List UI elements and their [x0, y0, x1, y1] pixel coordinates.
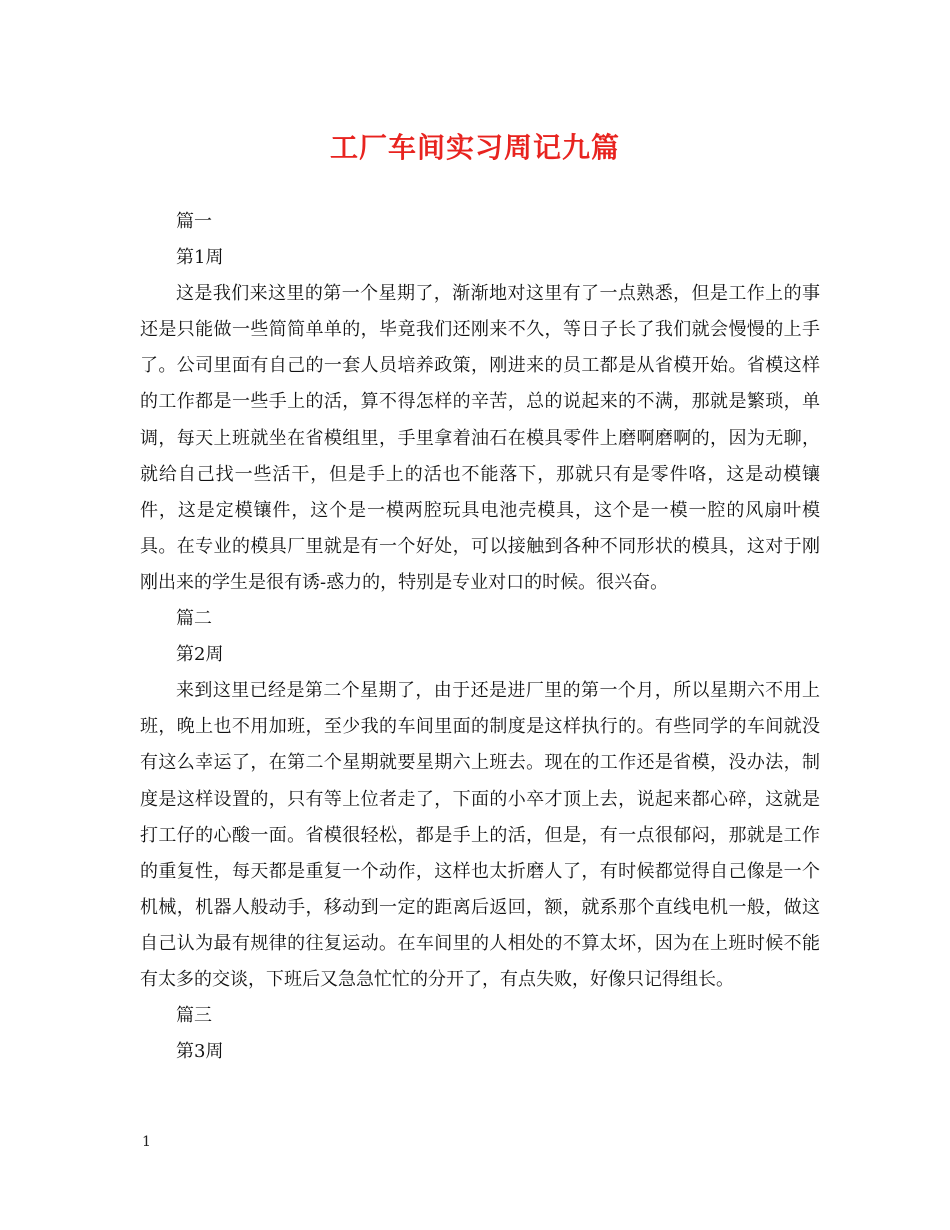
document-title: 工厂车间实习周记九篇 — [329, 131, 620, 164]
section-paragraph: 来到这里已经是第二个星期了，由于还是进厂里的第一个月，所以星期六不用上班，晚上也不用加班，至少我的车间里面的制度是这样执行的。有些同学的车间就没有这么幸运了，在第二个星期就要星期六上班去。现在的工作还是省模，没办法，制度是这样设置的，只有等上位者走了，下面的小卒才顶上去，说起来都心碎，这就是打工仔的心酸一面。省模很轻松，都是手上的活，但是，有一点很郁闷，那就是工作的重复性，每天都是重复一个动作，这样也太折磨人了，有时候都觉得自己像是一个机械，机器人般动手，移动到一定的距离后返回，额，就系那个直线电机一般，做这自己认为最有规律的往复运动。在车间里的人相处的不算太坏，因为在上班时候不能有太多的交谈，下班后又急急忙忙的分开了，有点失败，好像只记得组长。 — [140, 680, 820, 990]
section-heading: 篇二 — [176, 608, 212, 630]
section-heading: 篇三 — [176, 1005, 212, 1027]
week-label: 第3周 — [176, 1041, 224, 1063]
page-number: 1 — [142, 1134, 151, 1150]
week-label: 第2周 — [176, 644, 224, 666]
week-label: 第1周 — [176, 247, 224, 269]
section-paragraph: 这是我们来这里的第一个星期了，渐渐地对这里有了一点熟悉，但是工作上的事还是只能做一些简简单单的，毕竟我们还刚来不久，等日子长了我们就会慢慢的上手了。公司里面有自己的一套人员培养政策，刚进来的员工都是从省模开始。省模这样的工作都是一些手上的活，算不得怎样的辛苦，总的说起来的不满，那就是繁琐，单调，每天上班就坐在省模组里，手里拿着油石在模具零件上磨啊磨啊的，因为无聊，就给自己找一些活干，但是手上的活也不能落下，那就只有是零件咯，这是动模镶件，这是定模镶件，这个是一模两腔玩具电池壳模具，这个是一模一腔的风扇叶模具。在专业的模具厂里就是有一个好处，可以接触到各种不同形状的模具，这对于刚刚出来的学生是很有诱-惑力的，特别是专业对口的时候。很兴奋。 — [140, 283, 820, 593]
section-heading: 篇一 — [176, 211, 212, 232]
document-body — [140, 204, 820, 1070]
